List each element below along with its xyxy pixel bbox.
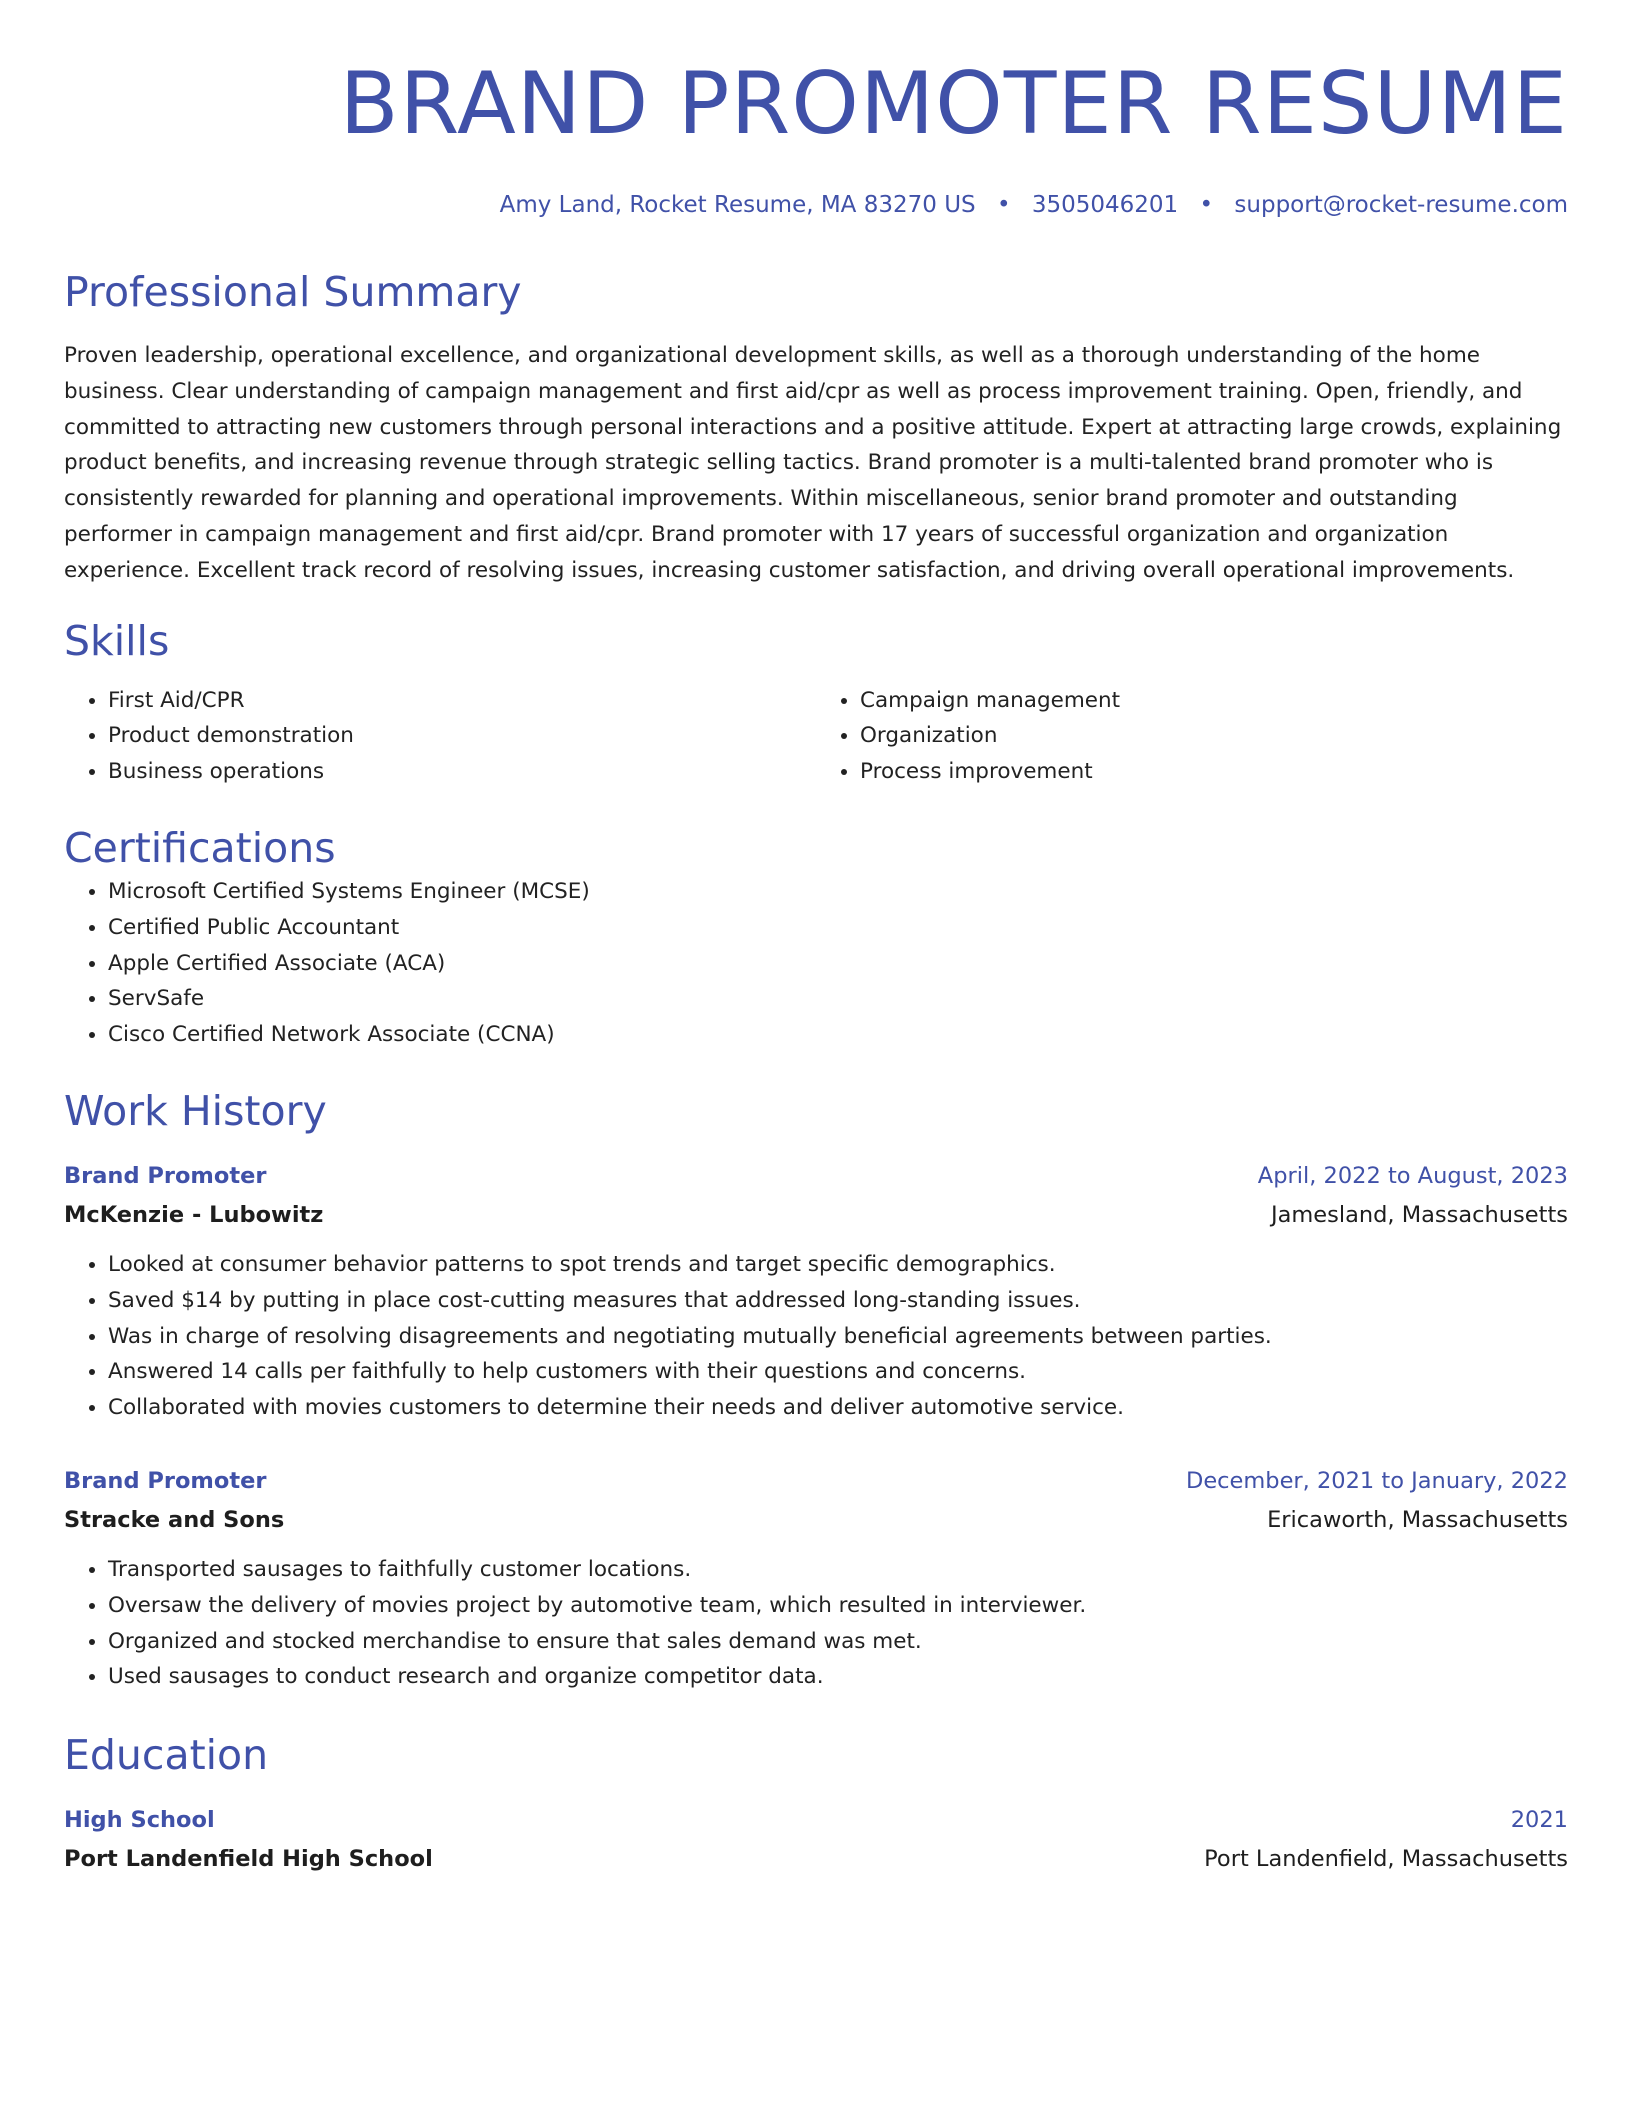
skills-column-left xyxy=(64,683,816,790)
job-company: Stracke and Sons xyxy=(64,1506,285,1533)
job-bullet: • Collaborated with movies customers to determine their needs and deliver automotive service. xyxy=(108,1390,1568,1426)
certification-item: • Microsoft Certified Systems Engineer (MCSE) xyxy=(108,874,1568,910)
job-location: Ericaworth, Massachusetts xyxy=(1267,1506,1568,1533)
job-company-row xyxy=(64,1196,1568,1235)
job-bullet: • Transported sausages to faithfully customer locations. xyxy=(108,1552,1568,1588)
education-header-row xyxy=(64,1801,1568,1840)
job-bullet: • Used sausages to conduct research and organize competitor data. xyxy=(108,1659,1568,1695)
job-role: Brand Promoter xyxy=(64,1162,267,1189)
job-bullet: • Organized and stocked merchandise to ensure that sales demand was met. xyxy=(108,1624,1568,1660)
certifications-list xyxy=(64,874,1568,1053)
job-header-row xyxy=(64,1462,1568,1501)
skill-item: • Organization xyxy=(860,718,1568,754)
contact-separator: • xyxy=(1199,192,1214,218)
summary-text: Proven leadership, operational excellence, and organizational development skills, as well as a thorough understanding of the home business. Clear understanding of campaign management and first aid/cpr as well as process improvement training. Open, friendly, and committed to attracting new customers through personal interactions and a positive attitude. Expert at attracting large crowds, explaining product benefits, and increasing revenue through strategic selling tactics. Brand promoter is a multi-talented brand promoter who is consistently rewarded for planning and operational improvements. Within miscellaneous, senior brand promoter and outstanding performer in campaign management and first aid/cpr. Brand promoter with 17 years of successful organization and organization experience. Excellent track record of resolving issues, increasing customer satisfaction, and driving overall operational improvements. xyxy=(64,343,1562,583)
skill-item: • First Aid/CPR xyxy=(108,683,816,719)
education-school: Port Landenfield High School xyxy=(64,1846,433,1873)
certification-item: • Certified Public Accountant xyxy=(108,910,1568,946)
education-entry xyxy=(64,1801,1568,1879)
skill-item: • Product demonstration xyxy=(108,718,816,754)
skills-list xyxy=(64,683,1568,790)
contact-phone: 3505046201 xyxy=(1031,192,1179,218)
education-school-row xyxy=(64,1840,1568,1879)
job-dates: December, 2021 to January, 2022 xyxy=(1186,1467,1568,1494)
job-bullets xyxy=(64,1552,1568,1695)
resume-title: BRAND PROMOTER RESUME xyxy=(339,54,1568,154)
education-heading: Education xyxy=(64,1731,269,1780)
contact-line xyxy=(64,192,1568,226)
job-bullets xyxy=(64,1247,1568,1426)
job-bullet: • Saved $14 by putting in place cost-cutting measures that addressed long-standing issues. xyxy=(108,1283,1568,1319)
certifications-heading: Certifications xyxy=(64,823,336,872)
skill-item: • Business operations xyxy=(108,754,816,790)
contact-email: support@rocket-resume.com xyxy=(1234,192,1568,218)
education-location: Port Landenfield, Massachusetts xyxy=(1204,1846,1568,1873)
work-history-heading: Work History xyxy=(64,1086,327,1135)
job-company-row xyxy=(64,1501,1568,1540)
job-bullet: • Looked at consumer behavior patterns to spot trends and target specific demographics. xyxy=(108,1247,1568,1283)
skills-column-right xyxy=(816,683,1568,790)
job-role: Brand Promoter xyxy=(64,1467,267,1494)
education-year: 2021 xyxy=(1510,1807,1568,1834)
contact-separator: • xyxy=(996,192,1011,218)
job-location: Jamesland, Massachusetts xyxy=(1270,1201,1568,1228)
education-degree: High School xyxy=(64,1807,215,1834)
job-entry xyxy=(64,1157,1568,1426)
skill-item: • Process improvement xyxy=(860,754,1568,790)
job-header-row xyxy=(64,1157,1568,1196)
job-entry xyxy=(64,1462,1568,1695)
contact-address: Amy Land, Rocket Resume, MA 83270 US xyxy=(499,192,976,218)
job-company: McKenzie - Lubowitz xyxy=(64,1201,324,1228)
certification-item: • Cisco Certified Network Associate (CCNA) xyxy=(108,1017,1568,1053)
job-bullet: • Answered 14 calls per faithfully to help customers with their questions and concerns. xyxy=(108,1354,1568,1390)
certification-item: • Apple Certified Associate (ACA) xyxy=(108,946,1568,982)
job-bullet: • Was in charge of resolving disagreements and negotiating mutually beneficial agreements between parties. xyxy=(108,1319,1568,1355)
certification-item: • ServSafe xyxy=(108,981,1568,1017)
skills-heading: Skills xyxy=(64,616,170,665)
summary-heading: Professional Summary xyxy=(64,268,522,316)
skill-item: • Campaign management xyxy=(860,683,1568,719)
job-dates: April, 2022 to August, 2023 xyxy=(1257,1162,1568,1189)
job-bullet: • Oversaw the delivery of movies project by automotive team, which resulted in interviewer. xyxy=(108,1588,1568,1624)
